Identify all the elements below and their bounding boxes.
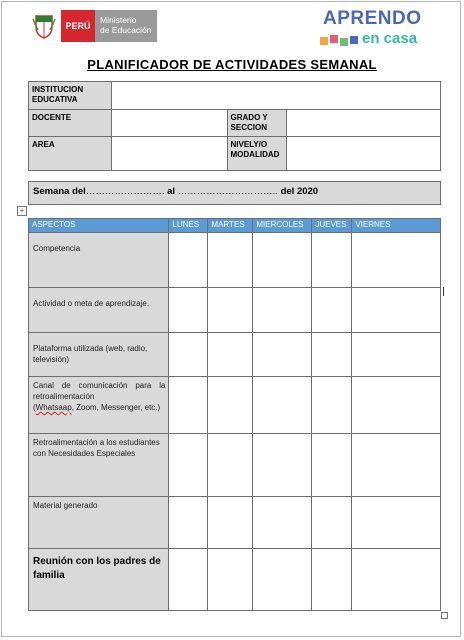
header-jueves: JUEVES <box>312 219 352 233</box>
institucion-line2: EDUCATIVA <box>32 95 78 104</box>
institucion-field[interactable] <box>111 82 440 110</box>
cell[interactable] <box>253 377 312 434</box>
area-field[interactable] <box>111 137 227 171</box>
cell[interactable] <box>253 333 312 377</box>
semana-suffix: del 2020 <box>277 186 319 197</box>
ministerio-line2: de Educación <box>100 25 152 35</box>
semana-dots-end: ………………………….. <box>177 186 278 197</box>
cell[interactable] <box>312 549 352 611</box>
peru-label: PERÚ <box>61 10 95 42</box>
minedu-logo <box>27 10 157 42</box>
row-label-competencia: Competencia <box>29 233 169 288</box>
semana-field[interactable] <box>29 182 441 205</box>
cell[interactable] <box>169 549 208 611</box>
cell[interactable] <box>352 434 441 497</box>
nivel-label <box>227 137 286 171</box>
row-label-retroalimentacion: Retroalimentación a los estudiantes con Necesidades Especiales <box>29 434 169 497</box>
canal-whatsapp: Whatsaap <box>35 403 72 412</box>
header-aspectos: ASPECTOS <box>29 219 169 233</box>
cell[interactable] <box>208 377 253 434</box>
cell[interactable] <box>312 333 352 377</box>
cell[interactable] <box>169 377 208 434</box>
canal-paren: ( <box>33 403 36 412</box>
cell[interactable] <box>253 288 312 333</box>
header-viernes: VIERNES <box>352 219 441 233</box>
semana-table <box>28 181 441 205</box>
institucion-label <box>29 82 112 110</box>
row-label-material: Material generado <box>29 497 169 549</box>
row-label-canal <box>29 377 169 434</box>
table-row <box>29 549 441 611</box>
grado-line2: SECCION <box>230 123 267 132</box>
table-row <box>29 497 441 549</box>
ministerio-line1: Ministerio <box>100 15 137 25</box>
cell[interactable] <box>312 497 352 549</box>
text-cursor <box>443 287 444 296</box>
activities-table <box>28 218 441 611</box>
canal-rest: , Zoom, Messenger, etc.) <box>71 403 161 412</box>
row-label-actividad: Actividad o meta de aprendizaje. <box>29 288 169 333</box>
cell[interactable] <box>253 434 312 497</box>
table-row <box>29 377 441 434</box>
grado-label <box>227 110 286 137</box>
cell[interactable] <box>312 434 352 497</box>
cell[interactable] <box>312 233 352 288</box>
institucion-line1: INSTITUCION <box>32 85 84 94</box>
cell[interactable] <box>253 233 312 288</box>
row-label-plataforma: Plataforma utilizada (web, radio, televisión) <box>29 333 169 377</box>
nivel-field[interactable] <box>286 137 441 171</box>
cell[interactable] <box>208 497 253 549</box>
cell[interactable] <box>352 497 441 549</box>
canal-label-text: Canal de comunicación para la retroalimentación <box>33 381 166 401</box>
table-row <box>29 333 441 377</box>
peru-shield-icon <box>27 10 61 42</box>
cell[interactable] <box>352 333 441 377</box>
table-move-handle-icon[interactable]: + <box>17 206 27 216</box>
table-row <box>29 434 441 497</box>
colored-blocks-icon <box>318 33 362 47</box>
cell[interactable] <box>312 377 352 434</box>
cell[interactable] <box>352 233 441 288</box>
row-label-reunion: Reunión con los padres de familia <box>29 549 169 611</box>
en-casa-label: en casa <box>362 30 418 47</box>
cell[interactable] <box>169 333 208 377</box>
semana-al: al <box>164 186 178 197</box>
docente-field[interactable] <box>111 110 227 137</box>
docente-label: DOCENTE <box>29 110 112 137</box>
cell[interactable] <box>352 549 441 611</box>
cell[interactable] <box>352 377 441 434</box>
document-title: PLANIFICADOR DE ACTIVIDADES SEMANAL <box>87 57 377 72</box>
info-table <box>28 81 441 171</box>
cell[interactable] <box>312 288 352 333</box>
table-row <box>29 288 441 333</box>
semana-prefix: Semana del <box>33 186 86 197</box>
cell[interactable] <box>352 288 441 333</box>
semana-dots-start: ……………………. <box>85 186 165 197</box>
grado-line1: GRADO Y <box>230 113 268 122</box>
table-resize-handle-icon[interactable] <box>441 612 448 619</box>
ministerio-label <box>95 10 157 42</box>
table-header-row <box>29 219 441 233</box>
header-martes: MARTES <box>208 219 253 233</box>
cell[interactable] <box>208 549 253 611</box>
cell[interactable] <box>253 497 312 549</box>
grado-field[interactable] <box>286 110 441 137</box>
aprendo-title: APRENDO <box>323 8 422 29</box>
cell[interactable] <box>208 288 253 333</box>
cell[interactable] <box>169 288 208 333</box>
nivel-line1: NIVELY/O <box>230 140 268 149</box>
cell[interactable] <box>169 497 208 549</box>
table-row <box>29 233 441 288</box>
header-miercoles: MIERCOLES <box>253 219 312 233</box>
nivel-line2: MODALIDAD <box>230 150 280 159</box>
cell[interactable] <box>208 434 253 497</box>
cell[interactable] <box>169 434 208 497</box>
cell[interactable] <box>253 549 312 611</box>
area-label: AREA <box>29 137 112 171</box>
cell[interactable] <box>208 233 253 288</box>
header-lunes: LUNES <box>169 219 208 233</box>
cell[interactable] <box>208 333 253 377</box>
aprendo-en-casa-logo <box>318 8 436 48</box>
cell[interactable] <box>169 233 208 288</box>
